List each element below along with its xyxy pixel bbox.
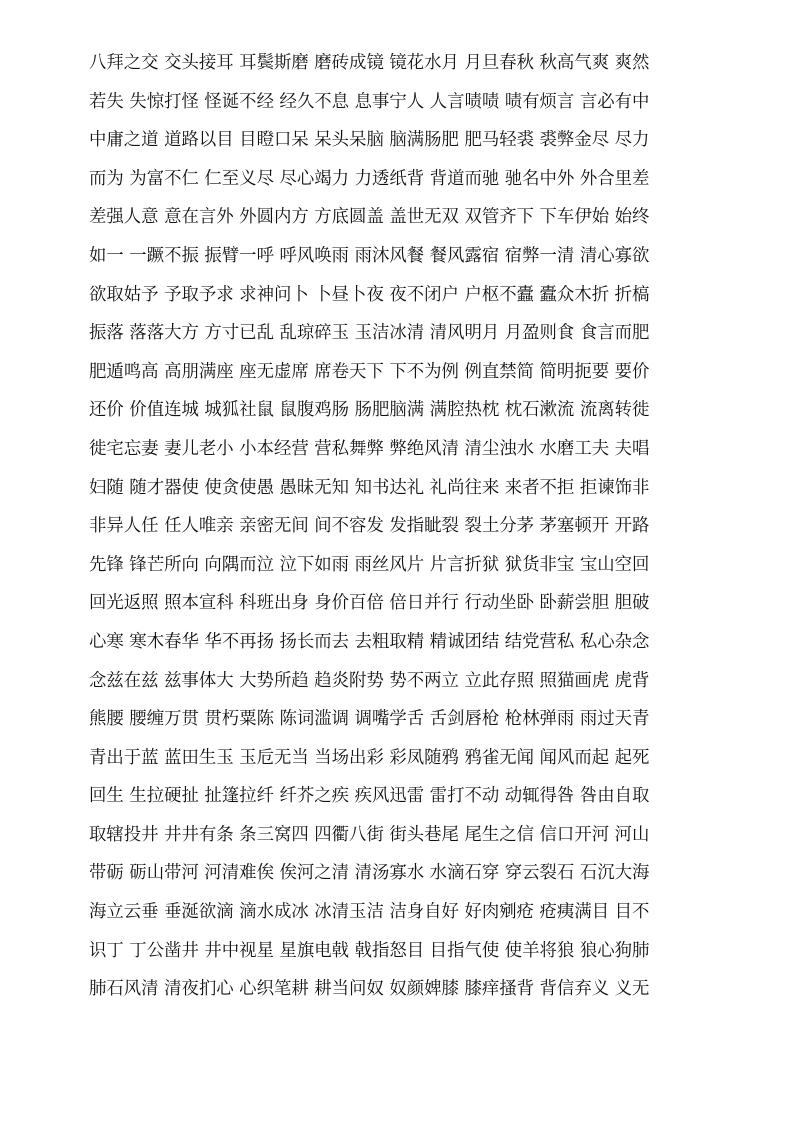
- text-line: 回生 生拉硬扯 扯篷拉纤 纤芥之疾 疾风迅雷 雷打不动 动辄得咎 咎由自取: [89, 786, 650, 807]
- text-line: 肥遁鸣高 高朋满座 座无虚席 席卷天下 下不为例 例直禁简 简明扼要 要价: [89, 361, 650, 382]
- text-line: 念兹在兹 兹事体大 大势所趋 趋炎附势 势不两立 立此存照 照猫画虎 虎背: [89, 670, 650, 691]
- text-line: 肺石风清 清夜扪心 心织笔耕 耕当问奴 奴颜婢膝 膝痒搔背 背信弃义 义无: [89, 979, 650, 1000]
- text-line: 还价 价值连城 城狐社鼠 鼠腹鸡肠 肠肥脑满 满腔热枕 枕石漱流 流离转徙: [89, 400, 650, 421]
- text-line: 而为 为富不仁 仁至义尽 尽心竭力 力透纸背 背道而驰 驰名中外 外合里差: [89, 168, 650, 189]
- text-line: 先锋 锋芒所向 向隅而泣 泣下如雨 雨丝风片 片言折狱 狱货非宝 宝山空回: [89, 554, 650, 575]
- text-line: 若失 失惊打怪 怪诞不经 经久不息 息事宁人 人言啧啧 啧有烦言 言必有中: [89, 91, 650, 112]
- text-line: 差强人意 意在言外 外圆内方 方底圆盖 盖世无双 双管齐下 下车伊始 始终: [89, 207, 650, 228]
- text-line: 熊腰 腰缠万贯 贯朽粟陈 陈词滥调 调嘴学舌 舌剑唇枪 枪林弹雨 雨过天青: [89, 709, 650, 730]
- text-line: 振落 落落大方 方寸已乱 乱琼碎玉 玉洁冰清 清风明月 月盈则食 食言而肥: [89, 323, 650, 344]
- text-line: 海立云垂 垂涎欲滴 滴水成冰 冰清玉洁 洁身自好 好肉剜疮 疮痍满目 目不: [89, 902, 650, 923]
- text-line: 带砺 砺山带河 河清难俟 俟河之清 清汤寡水 水滴石穿 穿云裂石 石沉大海: [89, 863, 650, 884]
- idiom-chain-text: [89, 44, 769, 1009]
- text-line: 妇随 随才器使 使贪使愚 愚昧无知 知书达礼 礼尚往来 来者不拒 拒谏饰非: [89, 477, 650, 498]
- text-line: 回光返照 照本宣科 科班出身 身价百倍 倍日并行 行动坐卧 卧薪尝胆 胆破: [89, 593, 650, 614]
- text-line: 非异人任 任人唯亲 亲密无间 间不容发 发指眦裂 裂土分茅 茅塞顿开 开路: [89, 516, 650, 537]
- text-line: 识丁 丁公凿井 井中视星 星旗电戟 戟指怒目 目指气使 使羊将狼 狼心狗肺: [89, 940, 650, 961]
- text-line: 徙宅忘妻 妻儿老小 小本经营 营私舞弊 弊绝风清 清尘浊水 水磨工夫 夫唱: [89, 438, 650, 459]
- text-line: 取辖投井 井井有条 条三窝四 四衢八街 街头巷尾 尾生之信 信口开河 河山: [89, 824, 650, 845]
- text-line: 欲取姑予 予取予求 求神问卜 卜昼卜夜 夜不闭户 户枢不蠹 蠹众木折 折槁: [89, 284, 650, 305]
- text-line: 如一 一蹶不振 振臂一呼 呼风唤雨 雨沐风餐 餐风露宿 宿弊一清 清心寡欲: [89, 245, 650, 266]
- text-line: 心寒 寒木春华 华不再扬 扬长而去 去粗取精 精诚团结 结党营私 私心杂念: [89, 631, 650, 652]
- text-line: 八拜之交 交头接耳 耳鬓斯磨 磨砖成镜 镜花水月 月旦春秋 秋高气爽 爽然: [89, 53, 650, 73]
- text-line: 青出于蓝 蓝田生玉 玉卮无当 当场出彩 彩凤随鸦 鸦雀无闻 闻风而起 起死: [89, 747, 650, 768]
- text-line: 中庸之道 道路以目 目瞪口呆 呆头呆脑 脑满肠肥 肥马轻裘 裘弊金尽 尽力: [89, 130, 650, 151]
